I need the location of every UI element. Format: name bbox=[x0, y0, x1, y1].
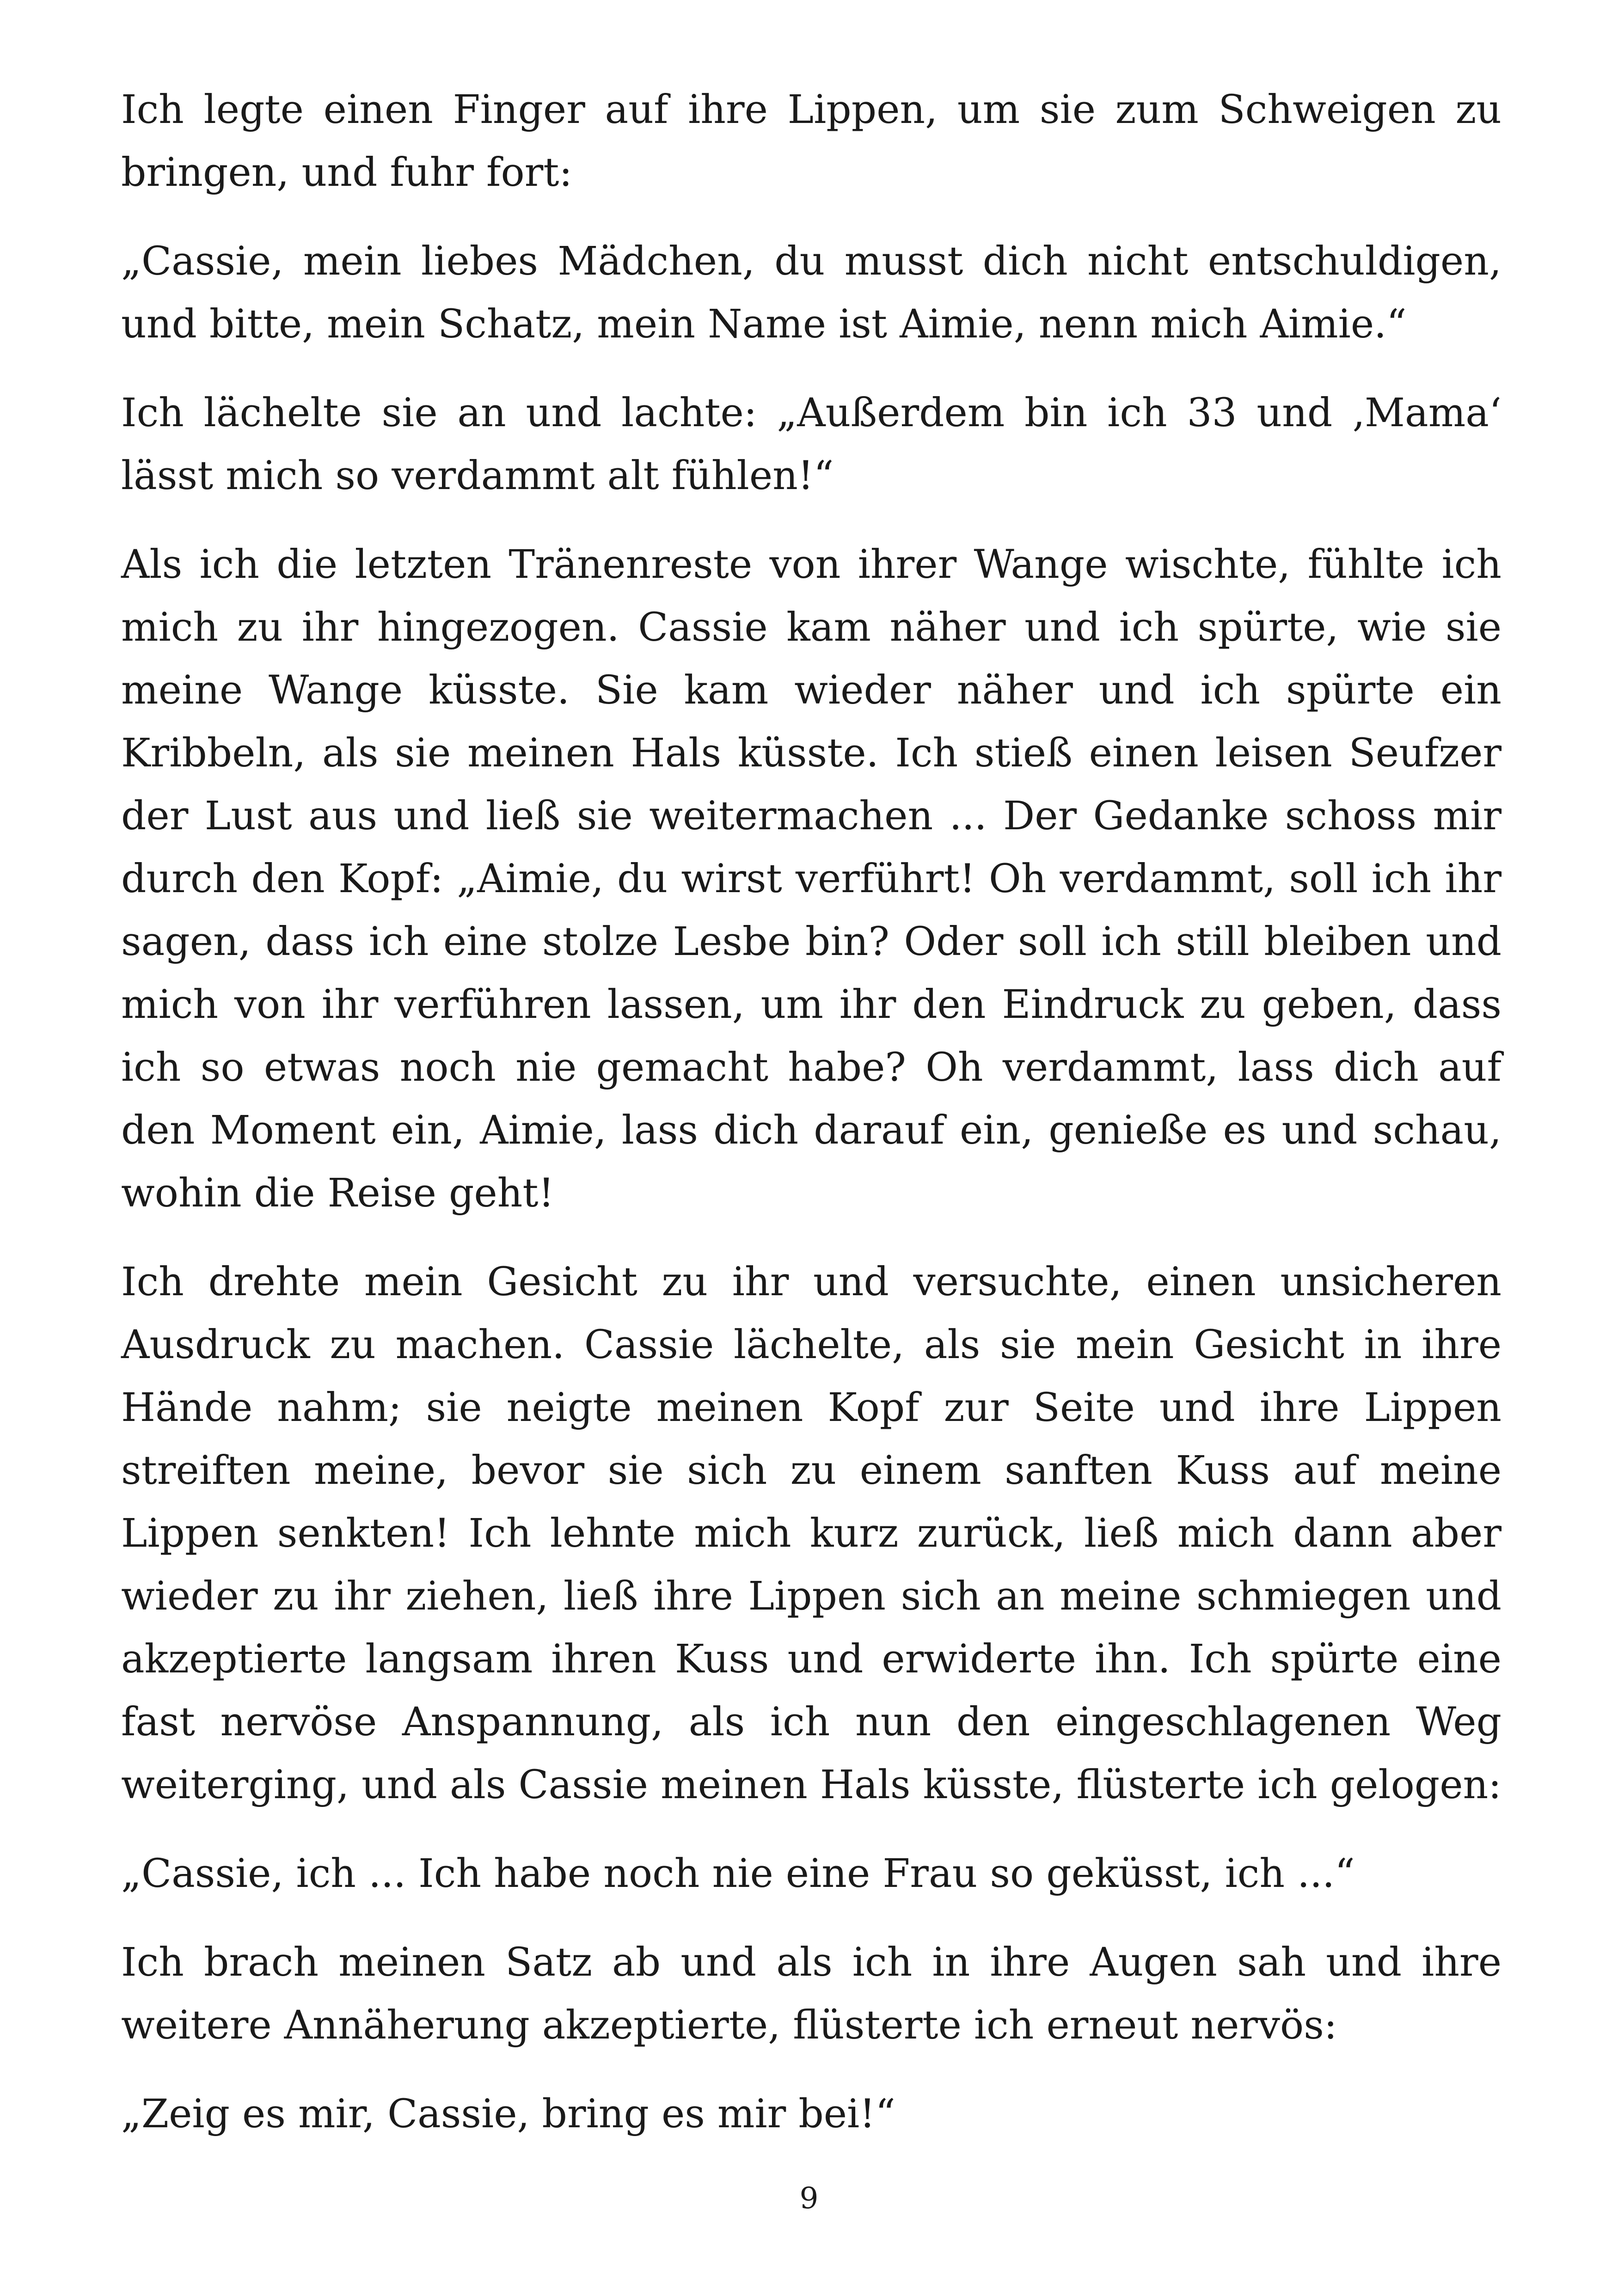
paragraph-7: Ich brach meinen Satz ab und als ich in ihre Augen sah und ihre weitere Annäherung akzeptierte, flüsterte ich erneut nervös: bbox=[121, 1940, 1502, 2048]
paragraph-5: Ich drehte mein Gesicht zu ihr und versuchte, einen unsicheren Ausdruck zu machen. Cassie lächelte, als sie mein Gesicht in ihre Hände nahm; sie neigte meinen Kopf zur Seite und ihre Lippen streiften meine, bevor sie sich zu einem sanften Kuss auf meine Lippen senkten! Ich lehnte mich kurz zurück, ließ mich dann aber wieder zu ihr ziehen, ließ ihre Lippen sich an meine schmiegen und akzeptierte langsam ihren Kuss und erwiderte ihn. Ich spürte eine fast nervöse Anspannung, als ich nun den eingeschlagenen Weg weiterging, und als Cassie meinen Hals küsste, flüsterte ich gelogen: bbox=[121, 1259, 1502, 1808]
paragraph-6: „Cassie, ich ... Ich habe noch nie eine Frau so geküsst, ich ...“ bbox=[121, 1851, 1355, 1897]
paragraph-8: „Zeig es mir, Cassie, bring es mir bei!“ bbox=[121, 2091, 895, 2137]
paragraph-1: Ich legte einen Finger auf ihre Lippen, um sie zum Schweigen zu bringen, und fuhr fort: bbox=[121, 87, 1502, 196]
paragraph-3: Ich lächelte sie an und lachte: „Außerdem bin ich 33 und ‚Mama‘ lässt mich so verdammt alt fühlen!“ bbox=[121, 390, 1502, 499]
paragraph-4: Als ich die letzten Tränenreste von ihrer Wange wischte, fühlte ich mich zu ihr hingezogen. Cassie kam näher und ich spürte, wie sie meine Wange küsste. Sie kam wieder näher und ich spürte ein Kribbeln, als sie meinen Hals küsste. Ich stieß einen leisen Seufzer der Lust aus und ließ sie weitermachen ... Der Gedanke schoss mir durch den Kopf: „Aimie, du wirst verführt! Oh verdammt, soll ich ihr sagen, dass ich eine stolze Lesbe bin? Oder soll ich still bleiben und mich von ihr verführen lassen, um ihr den Eindruck zu geben, dass ich so etwas noch nie gemacht habe? Oh verdammt, lass dich auf den Moment ein, Aimie, lass dich darauf ein, genieße es und schau, wohin die Reise geht! bbox=[121, 542, 1502, 1216]
page-number: 9 bbox=[799, 2181, 819, 2216]
page-body bbox=[121, 79, 1502, 2172]
paragraph-2: „Cassie, mein liebes Mädchen, du musst dich nicht entschuldigen, und bitte, mein Schatz, mein Name ist Aimie, nenn mich Aimie.“ bbox=[121, 239, 1502, 347]
